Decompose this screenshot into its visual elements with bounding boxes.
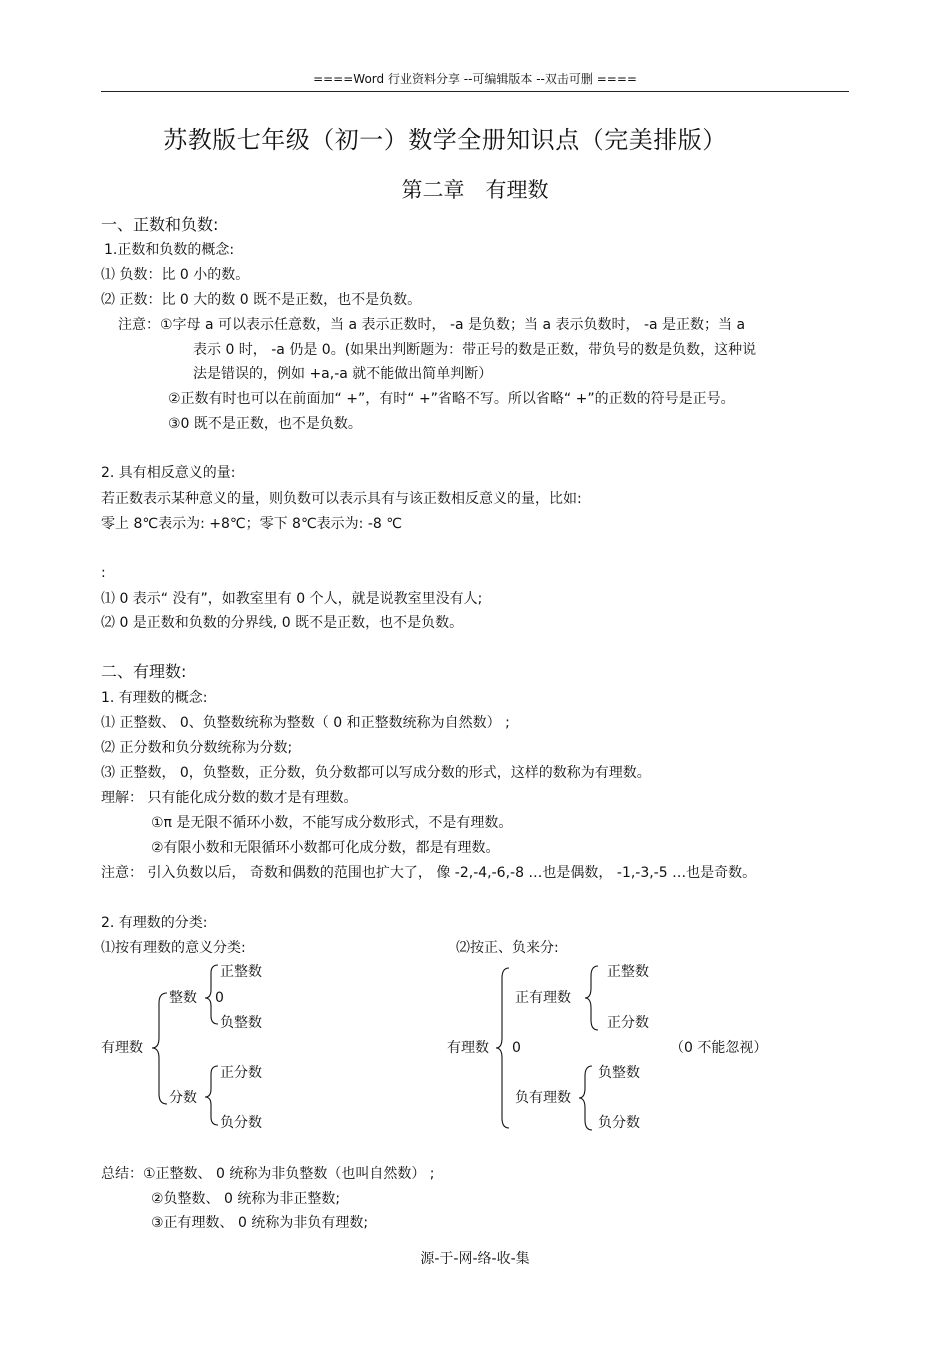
- s1-opposite-title: 2. 具有相反意义的量:: [101, 465, 236, 481]
- document-title: 苏教版七年级（初一）数学全册知识点（完美排版）: [163, 126, 727, 154]
- s2-summary-2: ②负整数、 0 统称为非正整数;: [151, 1191, 341, 1207]
- s2-understand-1: ①π 是无限不循环小数，不能写成分数形式，不是有理数。: [151, 815, 513, 831]
- s1-colon: :: [101, 565, 106, 581]
- section-1-heading: 一、正数和负数:: [101, 215, 219, 234]
- tree2-zero-note: （0 不能忽视）: [670, 1040, 768, 1056]
- tree2-negative-rational: 负有理数: [515, 1090, 571, 1106]
- s1-zero-2: ⑵ 0 是正数和负数的分界线, 0 既不是正数，也不是负数。: [101, 615, 464, 631]
- tree2-negative-fraction: 负分数: [598, 1115, 640, 1131]
- tree2-zero: 0: [512, 1040, 521, 1056]
- s1-concept-title: 1.正数和负数的概念:: [104, 242, 235, 258]
- s2-summary-1: 总结：①正整数、 0 统称为非负整数（也叫自然数） ;: [101, 1166, 435, 1182]
- s1-note-1a: 注意：①字母 a 可以表示任意数，当 a 表示正数时， -a 是负数；当 a 表示负数时， -a 是正数；当 a: [118, 317, 746, 333]
- tree2-positive-fraction: 正分数: [607, 1015, 649, 1031]
- s2-def-3: ⑶ 正整数， 0，负整数，正分数，负分数都可以写成分数的形式，这样的数称为有理数。: [101, 765, 651, 781]
- tree1-integer: 整数: [169, 990, 197, 1006]
- tree1-negative-fraction: 负分数: [220, 1115, 262, 1131]
- s2-note: 注意： 引入负数以后， 奇数和偶数的范围也扩大了， 像 -2,-4,-6,-8 …也是偶数， -1,-3,-5 …也是奇数。: [101, 865, 757, 881]
- page-footer: 源-于-网-络-收-集: [420, 1251, 530, 1267]
- s2-classify-by-sign: ⑵按正、负来分:: [456, 940, 559, 956]
- tree1-positive-fraction: 正分数: [220, 1065, 262, 1081]
- page-header: ====Word 行业资料分享 --可编辑版本 --双击可删 ====: [313, 72, 637, 86]
- s1-note-1c: 法是错误的，例如 +a,-a 就不能做出简单判断）: [193, 366, 493, 382]
- tree2-root: 有理数: [447, 1040, 489, 1056]
- s2-def-2: ⑵ 正分数和负分数统称为分数;: [101, 740, 293, 756]
- s2-concept-title: 1. 有理数的概念:: [101, 690, 208, 706]
- tree1-fraction: 分数: [169, 1090, 197, 1106]
- tree2-negative-integer: 负整数: [598, 1065, 640, 1081]
- tree1-root: 有理数: [101, 1040, 143, 1056]
- s1-note-1b: 表示 0 时， -a 仍是 0。(如果出判断题为：带正号的数是正数，带负号的数是负数，这种说: [193, 342, 757, 358]
- s2-classify-title: 2. 有理数的分类:: [101, 915, 208, 931]
- s1-opposite-example: 零上 8℃表示为: +8℃；零下 8℃表示为: -8 ℃: [101, 516, 402, 532]
- tree2-positive-rational: 正有理数: [515, 990, 571, 1006]
- s1-positive-def: ⑵ 正数：比 0 大的数 0 既不是正数，也不是负数。: [101, 292, 422, 308]
- s2-understand-2: ②有限小数和无限循环小数都可化成分数，都是有理数。: [151, 840, 500, 856]
- chapter-title: 第二章 有理数: [401, 178, 549, 202]
- section-2-heading: 二、有理数:: [101, 662, 187, 681]
- s2-classify-by-meaning: ⑴按有理数的意义分类:: [101, 940, 246, 956]
- s1-note-2: ②正数有时也可以在前面加“ +”，有时“ +”省略不写。所以省略“ +”的正数的符号是正号。: [168, 391, 735, 407]
- s1-zero-1: ⑴ 0 表示“ 没有”，如教室里有 0 个人，就是说教室里没有人;: [101, 591, 483, 607]
- s1-opposite-desc: 若正数表示某种意义的量，则负数可以表示具有与该正数相反意义的量，比如:: [101, 491, 582, 507]
- tree1-negative-integer: 负整数: [220, 1015, 262, 1031]
- tree1-zero: 0: [215, 990, 224, 1006]
- s1-negative-def: ⑴ 负数：比 0 小的数。: [101, 267, 250, 283]
- tree2-positive-integer: 正整数: [607, 964, 649, 980]
- s2-summary-3: ③正有理数、 0 统称为非负有理数;: [151, 1215, 369, 1231]
- s1-note-3: ③0 既不是正数，也不是负数。: [168, 416, 362, 432]
- s2-understand: 理解： 只有能化成分数的数才是有理数。: [101, 790, 358, 806]
- s2-def-1: ⑴ 正整数、 0、负整数统称为整数（ 0 和正整数统称为自然数） ;: [101, 715, 510, 731]
- tree1-positive-integer: 正整数: [220, 964, 262, 980]
